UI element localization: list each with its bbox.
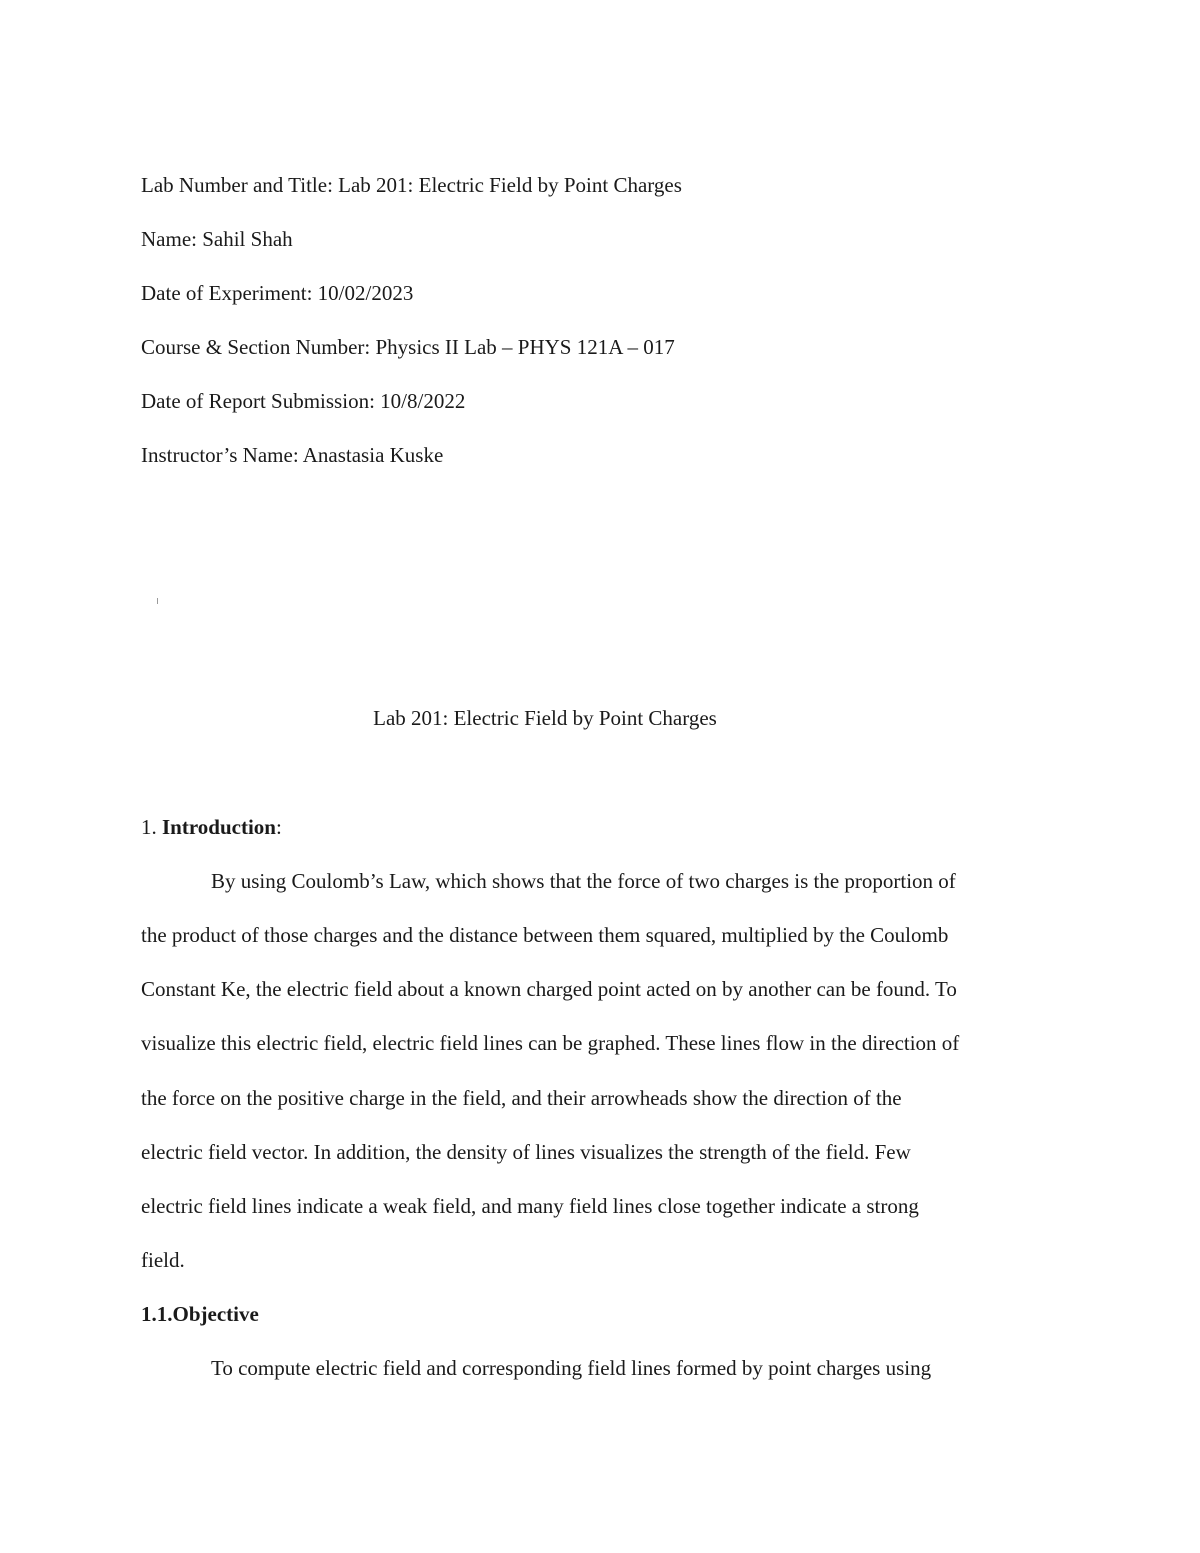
intro-heading-text: Introduction <box>162 815 276 839</box>
date-of-experiment: Date of Experiment: 10/02/2023 <box>141 281 414 305</box>
date-of-submission: Date of Report Submission: 10/8/2022 <box>141 389 466 413</box>
intro-paragraph-line: electric field vector. In addition, the density of lines visualizes the strength of the field. Few <box>141 1140 911 1164</box>
intro-colon: : <box>275 815 282 839</box>
lab-number-title: Lab Number and Title: Lab 201: Electric Field by Point Charges <box>141 173 682 197</box>
intro-paragraph-line: visualize this electric field, electric field lines can be graphed. These lines flow in the direction of <box>141 1031 960 1055</box>
intro-paragraph-line: electric field lines indicate a weak field, and many field lines close together indicate a strong <box>141 1194 919 1218</box>
objective-paragraph-line: To compute electric field and corresponding field lines formed by point charges using <box>211 1356 932 1380</box>
instructor-name: Instructor’s Name: Anastasia Kuske <box>141 443 444 467</box>
intro-paragraph-line: field. <box>141 1248 185 1272</box>
report-title: Lab 201: Electric Field by Point Charges <box>373 706 717 730</box>
intro-paragraph-line: the force on the positive charge in the field, and their arrowheads show the direction of the <box>141 1086 902 1110</box>
intro-paragraph-line: the product of those charges and the distance between them squared, multiplied by the Coulomb <box>141 923 949 947</box>
student-name: Name: Sahil Shah <box>141 227 293 251</box>
stray-mark <box>157 598 158 604</box>
intro-paragraph-line: Constant Ke, the electric field about a known charged point acted on by another can be found. To <box>141 977 957 1001</box>
objective-heading: 1.1.Objective <box>141 1302 259 1326</box>
intro-paragraph-line: By using Coulomb’s Law, which shows that the force of two charges is the proportion of <box>211 869 956 893</box>
introduction-heading <box>141 815 282 839</box>
intro-number: 1. <box>141 815 162 839</box>
course-section: Course & Section Number: Physics II Lab – PHYS 121A – 017 <box>141 335 675 359</box>
